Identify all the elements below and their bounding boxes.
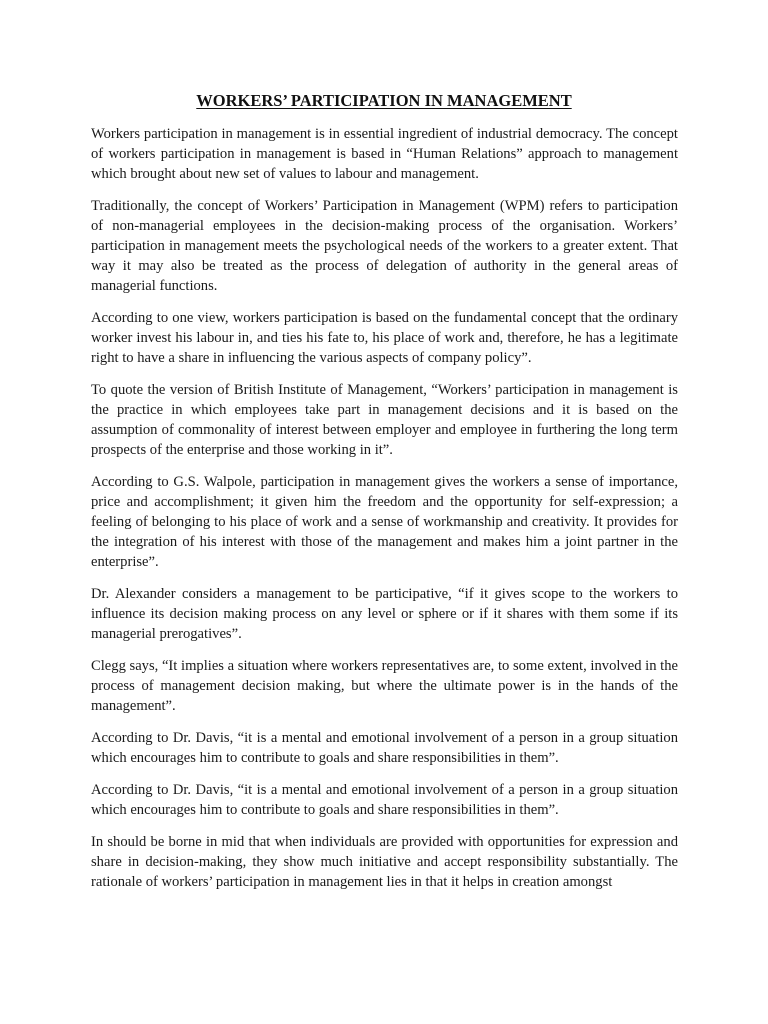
paragraph-one-view: According to one view, workers participation is based on the fundamental concept that the ordinary worker invest his labour in, and ties his fate to, his place of work and, therefore, he has a legitimate right to have a share in influencing the various aspects of company policy”. bbox=[91, 310, 678, 366]
page-title: WORKERS’ PARTICIPATION IN MANAGEMENT bbox=[196, 91, 572, 110]
paragraph-traditional-concept: Traditionally, the concept of Workers’ Participation in Management (WPM) refers to participation of non-managerial employees in the decision-making process of the organisation. Workers’ participation in management meets the psychological needs of the workers to a greater extent. That way it may also be treated as the process of delegation of authority in the general areas of managerial functions. bbox=[91, 198, 678, 294]
paragraph-walpole: According to G.S. Walpole, participation in management gives the workers a sense of importance, price and accomplishment; it given him the freedom and the opportunity for self-expression; a feeling of belonging to his place of work and a sense of workmanship and creativity. It provides for the integration of his interest with those of the management and makes him a joint partner in the enterprise”. bbox=[91, 474, 678, 570]
paragraph-davis-repeat: According to Dr. Davis, “it is a mental and emotional involvement of a person in a group situation which encourages him to contribute to goals and share responsibilities in them”. bbox=[91, 782, 678, 818]
paragraph-clegg: Clegg says, “It implies a situation where workers representatives are, to some extent, involved in the process of management decision making, but where the ultimate power is in the hands of the management”. bbox=[91, 658, 678, 714]
paragraph-intro: Workers participation in management is in essential ingredient of industrial democracy. The concept of workers participation in management is based in “Human Relations” approach to management which brought about new set of values to labour and management. bbox=[91, 126, 678, 182]
paragraph-rationale: In should be borne in mid that when individuals are provided with opportunities for expression and share in decision-making, they show much initiative and accept responsibility substantially. The rationale of workers’ participation in management lies in that it helps in creation amongst bbox=[91, 834, 678, 890]
paragraph-davis: According to Dr. Davis, “it is a mental and emotional involvement of a person in a group situation which encourages him to contribute to goals and share responsibilities in them”. bbox=[91, 730, 678, 766]
paragraph-british-institute: To quote the version of British Institute of Management, “Workers’ participation in management is the practice in which employees take part in management decisions and it is based on the assumption of commonality of interest between employer and employee in furthering the long term prospects of the enterprise and those working in it”. bbox=[91, 382, 678, 458]
paragraph-alexander: Dr. Alexander considers a management to be participative, “if it gives scope to the workers to influence its decision making process on any level or sphere or if it shares with them some if its managerial prerogatives”. bbox=[91, 586, 678, 642]
document-body bbox=[91, 124, 678, 904]
